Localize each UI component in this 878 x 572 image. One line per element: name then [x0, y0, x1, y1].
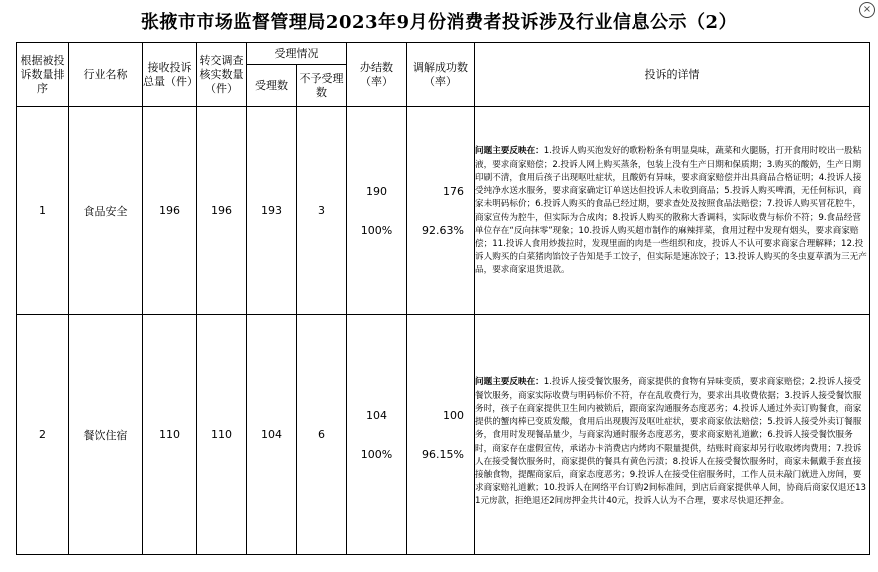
mediated-rate: 96.15% — [422, 447, 464, 461]
resolved-rate: 100% — [360, 223, 393, 237]
row-industry: 食品安全 — [69, 107, 143, 315]
header-accepted: 受理数 — [247, 65, 297, 107]
row-industry: 餐饮住宿 — [69, 315, 143, 555]
header-received: 接收投诉总量（件） — [143, 43, 197, 107]
details-lead: 问题主要反映在： — [475, 377, 544, 388]
header-details: 投诉的详情 — [475, 43, 870, 107]
table-row — [17, 107, 870, 315]
row-resolved — [347, 107, 407, 315]
row-transferred: 196 — [197, 107, 247, 315]
row-details — [475, 107, 870, 315]
row-accepted: 104 — [247, 315, 297, 555]
page-title: 张掖市市场监督管理局2023年9月份消费者投诉涉及行业信息公示（2） — [140, 12, 738, 33]
row-mediated — [407, 315, 475, 555]
row-details — [475, 315, 870, 555]
mediated-count: 176 — [443, 184, 464, 198]
resolved-count: 104 — [366, 408, 387, 422]
header-industry: 行业名称 — [69, 43, 143, 107]
details-text: 1.投诉人接受餐饮服务，商家提供的食物有异味变质，要求商家赔偿；2.投诉人接受餐饮服务，商家实际收费与明码标价不符，存在乱收费行为，要求出具收费依据；3.投诉人接受餐饮服务时，孩子在商家提供卫生间内被锁后，跟商家沟通服务态度恶劣；4.投诉人通过外卖订购餐食，商家提供的蟹肉棒已变质发酸，食用后出现腹泻及呕吐症状，要求商家依法赔偿；5.投诉人接受外卖订餐服务，食用时发现餐品量少，与商家沟通时服务态度恶劣，要求商家赔礼道歉；6.投诉人接受餐饮服务时，商家存在虚假宣传，承诺办卡消费店内烤肉不限量提供，结账时商家却另行收取烤肉费用；7.投诉人在接受餐饮服务时，商家提供的餐具有黄色污渍；8.投诉人在接受餐饮服务时，商家未佩戴手套直接接触食物，提醒商家后，商家态度恶劣；9.投诉人在接受住宿服务时，工作人员未敲门就进入房间，要求商家赔礼道歉；10.投诉人在网络平台订购2间标准间，到店后商家提供单人间，协商后商家仅退还131元房款，拒绝退还2间房押金共计40元，投诉人认为不合理，要求尽快退还押金。 — [475, 377, 867, 507]
row-accepted: 193 — [247, 107, 297, 315]
resolved-count: 190 — [366, 184, 387, 198]
row-received: 110 — [143, 315, 197, 555]
row-not-accepted: 6 — [297, 315, 347, 555]
details-text: 1.投诉人购买泡发好的歌粉粉条有明显臭味，蔬菜和火腿肠，打开食用时咬出一股粘液，要求商家赔偿；2.投诉人网上购买蒸条，包装上没有生产日期和保质期；3.购买的酸奶，生产日期印刷不清，食用后孩子出现呕吐症状，且酸奶有异味，要求商家赔偿并出具商品合格证明；4.投诉人接受纯净水送水服务，要求商家确定订单送达但投诉人未收到商品；5.投诉人购买啤酒，无任何标识，商家未明码标价；6.投诉人购买的食品已经过期，要求查处及按照食品法赔偿；7.投诉人购买冒花腔牛，商家宣传为腔牛，但实际为合成肉；8.投诉人购买的散称大香调料，实际收费与标价不符；9.食品经营单位存在“反向抹零”现象；10.投诉人购买超市制作的麻辣拌菜，食用过程中发现有烟头，要求商家赔偿；11.投诉人食用炒拨拉时，发现里面的肉是一些组织和皮，投诉人不认可要求商家合理解释；12.投诉人购买的白菜猪肉馅饺子告知是手工饺子，但实际是速冻饺子；13.投诉人购买的冬虫夏草酒为三无产品，要求商家退货退款。 — [475, 146, 867, 276]
header-resolved: 办结数（率） — [347, 43, 407, 107]
row-mediated — [407, 107, 475, 315]
header-acceptance-group: 受理情况 — [247, 43, 347, 65]
close-icon[interactable]: × — [859, 2, 875, 18]
header-rank: 根据被投诉数量排序 — [17, 43, 69, 107]
mediated-rate: 92.63% — [422, 223, 464, 237]
row-rank: 2 — [17, 315, 69, 555]
resolved-rate: 100% — [360, 447, 393, 461]
details-lead: 问题主要反映在： — [475, 146, 544, 157]
table-row — [17, 315, 870, 555]
mediated-count: 100 — [443, 408, 464, 422]
row-transferred: 110 — [197, 315, 247, 555]
row-resolved — [347, 315, 407, 555]
report-table — [16, 42, 870, 555]
row-rank: 1 — [17, 107, 69, 315]
row-not-accepted: 3 — [297, 107, 347, 315]
header-not-accepted: 不予受理数 — [297, 65, 347, 107]
row-received: 196 — [143, 107, 197, 315]
header-mediated: 调解成功数（率） — [407, 43, 475, 107]
header-transferred: 转交调查核实数量（件） — [197, 43, 247, 107]
